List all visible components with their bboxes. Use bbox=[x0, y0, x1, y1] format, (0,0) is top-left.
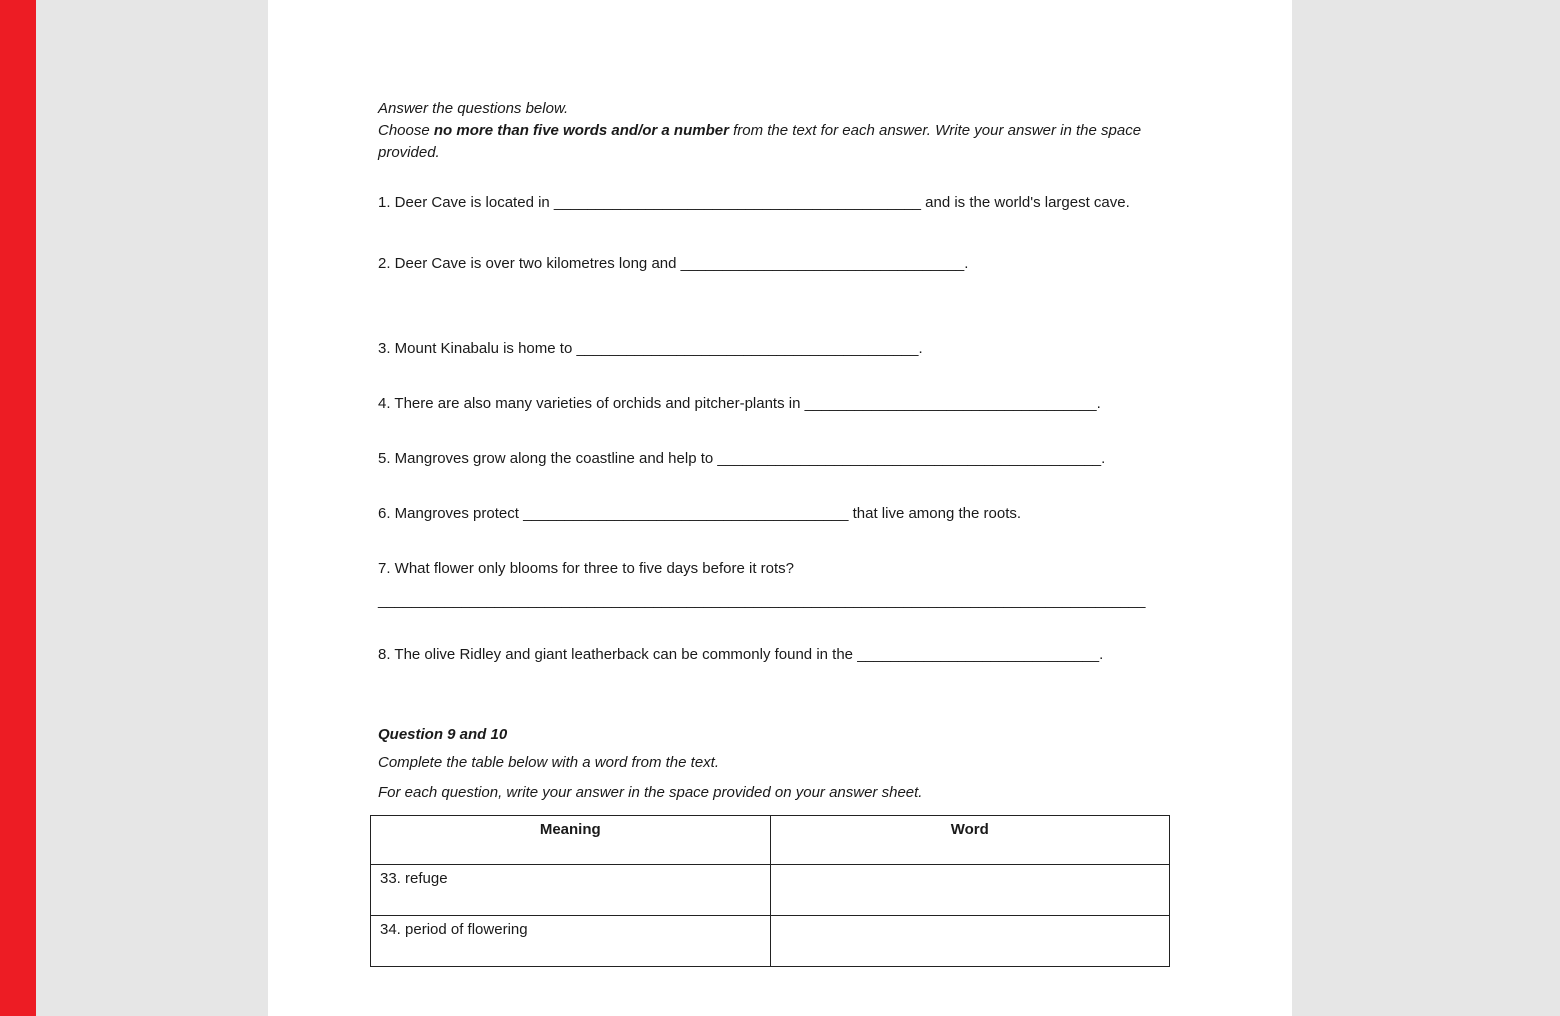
question-1-text-after: and is the world's largest cave. bbox=[920, 194, 1130, 212]
table-cell-word-34[interactable] bbox=[770, 916, 1170, 967]
table-row bbox=[371, 865, 1170, 916]
instruction-line-2 bbox=[378, 120, 1160, 164]
question-6-answer-blank[interactable]: _______________________________________ bbox=[523, 504, 849, 522]
instructions-block bbox=[378, 98, 1160, 163]
question-2-text-after: . bbox=[964, 255, 969, 273]
worksheet-content bbox=[378, 98, 1160, 967]
instruction-line-1: Answer the questions below. bbox=[378, 100, 569, 117]
answers-table bbox=[370, 815, 1170, 967]
question-6-text: 6. Mangroves protect bbox=[378, 504, 524, 522]
question-3 bbox=[378, 335, 1160, 364]
instruction-pre: Choose bbox=[378, 121, 434, 139]
question-1 bbox=[378, 189, 1160, 218]
question-8-text: 8. The olive Ridley and giant leatherback can be commonly found in the bbox=[378, 645, 858, 663]
question-5-answer-blank[interactable]: ______________________________________________ bbox=[717, 450, 1102, 467]
question-5-text-after: . bbox=[1101, 450, 1106, 467]
instruction-post: from the text for each answer. Write your answer in the space provided. bbox=[378, 121, 1142, 161]
question-4 bbox=[378, 390, 1160, 419]
question-7 bbox=[378, 555, 1160, 611]
table-row bbox=[371, 916, 1170, 967]
question-3-answer-blank[interactable]: _________________________________________ bbox=[576, 340, 919, 358]
question-4-text: 4. There are also many varieties of orchids and pitcher-plants in bbox=[378, 395, 805, 413]
question-7-answer-blank[interactable]: ____________________________________________________________________________________________ bbox=[378, 591, 1146, 609]
question-2-answer-blank[interactable]: __________________________________ bbox=[680, 255, 965, 273]
question-8 bbox=[378, 641, 1160, 670]
question-8-text-after: . bbox=[1099, 645, 1104, 663]
question-3-text-after: . bbox=[918, 340, 923, 358]
question-2 bbox=[378, 250, 1160, 279]
table-header-word: Word bbox=[770, 816, 1170, 865]
question-7-text: 7. What flower only blooms for three to five days before it rots? bbox=[378, 559, 795, 577]
worksheet-page bbox=[268, 0, 1292, 1016]
question-6 bbox=[378, 500, 1160, 529]
table-cell-word-33[interactable] bbox=[770, 865, 1170, 916]
question-4-text-after: . bbox=[1096, 395, 1101, 413]
section-note-1: Complete the table below with a word from the text. bbox=[378, 753, 720, 771]
question-5-text: 5. Mangroves grow along the coastline and help to bbox=[378, 450, 718, 467]
question-6-text-after: that live among the roots. bbox=[848, 504, 1022, 522]
left-accent-bar bbox=[0, 0, 36, 1016]
question-4-answer-blank[interactable]: ___________________________________ bbox=[804, 395, 1097, 413]
table-cell-meaning-34: 34. period of flowering bbox=[371, 916, 771, 967]
section-heading: Question 9 and 10 bbox=[378, 725, 508, 743]
question-1-text: 1. Deer Cave is located in bbox=[378, 194, 554, 212]
table-header-row bbox=[371, 816, 1170, 865]
question-2-text: 2. Deer Cave is over two kilometres long and bbox=[378, 255, 681, 273]
section-note-2: For each question, write your answer in the space provided on your answer sheet. bbox=[378, 784, 923, 801]
question-5 bbox=[378, 445, 1160, 474]
table-header-meaning: Meaning bbox=[371, 816, 771, 865]
question-3-text: 3. Mount Kinabalu is home to bbox=[378, 340, 577, 358]
table-cell-meaning-33: 33. refuge bbox=[371, 865, 771, 916]
question-8-answer-blank[interactable]: _____________________________ bbox=[857, 645, 1100, 663]
question-1-answer-blank[interactable]: ____________________________________________ bbox=[553, 194, 921, 212]
instruction-bold: no more than five words and/or a number bbox=[433, 121, 729, 139]
